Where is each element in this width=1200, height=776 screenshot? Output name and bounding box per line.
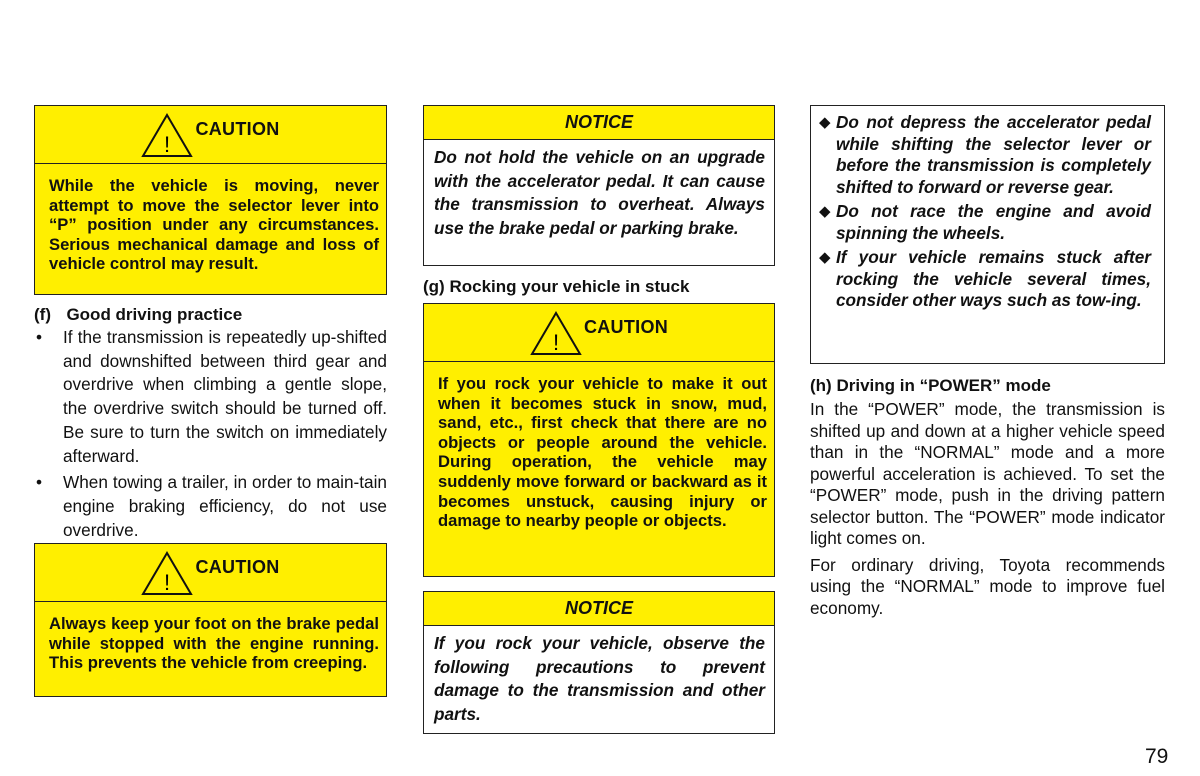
caution-header: [35, 106, 386, 164]
caution-text: While the vehicle is moving, never attempt to move the selector lever into “P” position under any circumstances. Serious mechanical damage and loss of vehicle control may result.: [49, 176, 379, 274]
list-item: ◆ Do not race the engine and avoid spinning the wheels.: [819, 201, 1151, 243]
warning-triangle-icon: [141, 550, 193, 596]
caution-box-rocking: [423, 303, 775, 577]
section-h: [810, 376, 1165, 619]
list-item: ◆ Do not depress the accelerator pedal while shifting the selector lever or before the transmission is completely shifted to forward or reverse gear.: [819, 112, 1151, 197]
section-f: [34, 305, 387, 542]
caution-box-brake-pedal: [34, 543, 387, 697]
list-item: ◆ If your vehicle remains stuck after rocking the vehicle several times, consider other ways such as tow-ing.: [819, 247, 1151, 310]
diamond-bullet-icon: ◆: [819, 114, 831, 131]
precautions-list: [811, 106, 1164, 319]
bullet-icon: •: [36, 327, 43, 347]
caution-header: [35, 544, 386, 602]
caution-text: If you rock your vehicle to make it out when it becomes stuck in snow, mud, sand, etc., first check that there are no objects or people around the vehicle. During operation, the vehicle may suddenly move forward or backward as it becomes unstuck, causing injury or damage to nearby people or objects.: [438, 374, 767, 531]
section-title: Good driving practice: [66, 305, 243, 324]
caution-box-selector-lever: [34, 105, 387, 295]
warning-triangle-icon: [530, 310, 582, 356]
left-column: [34, 105, 387, 673]
caution-text: Always keep your foot on the brake pedal while stopped with the engine running. This prevents the vehicle from creeping.: [49, 614, 379, 673]
section-title: Rocking your vehicle in stuck: [449, 277, 690, 296]
list-item: • When towing a trailer, in order to main-tain engine braking efficiency, do not use overdrive.: [36, 472, 387, 540]
diamond-bullet-icon: ◆: [819, 203, 831, 220]
list-item: • If the transmission is repeatedly up-shifted and downshifted between third gear and overdrive when climbing a gentle slope, the overdrive switch should be turned off. Be sure to turn the switch on immediately afterward.: [36, 327, 387, 466]
section-title: Driving in “POWER” mode: [836, 376, 1051, 395]
section-label: (h): [810, 376, 832, 395]
svg-text:!: !: [552, 329, 560, 355]
svg-text:!: !: [164, 131, 171, 157]
caution-title: CAUTION: [583, 317, 669, 337]
right-column: [810, 105, 1165, 619]
middle-column: [423, 105, 775, 724]
svg-text:!: !: [164, 569, 171, 595]
notice-text: Do not hold the vehicle on an upgrade with the accelerator pedal. It can cause the transmission to overheat. Always use the brake pedal or parking brake.: [434, 147, 765, 238]
section-g-heading: [423, 277, 775, 297]
caution-title: CAUTION: [195, 557, 280, 577]
notice-header: NOTICE: [424, 106, 774, 140]
section-label: (f): [34, 305, 51, 324]
bullet-list: [34, 326, 387, 542]
notice-header: NOTICE: [424, 592, 774, 626]
notice-box-rocking: [423, 591, 775, 734]
bullet-icon: •: [36, 472, 43, 493]
paragraph: In the “POWER” mode, the transmission is shifted up and down at a higher vehicle speed than in the “NORMAL” mode and a more powerful acceleration is achieved. To set the “POWER” mode, push in the driving pattern selector button. The “POWER” mode indicator light comes on.: [810, 399, 1165, 548]
caution-title: CAUTION: [195, 119, 280, 139]
notice-text: If you rock your vehicle, observe the following precautions to prevent damage to the transmission and other parts.: [434, 633, 765, 724]
caution-header: [424, 304, 774, 362]
page-number: 79: [1145, 745, 1169, 768]
section-f-heading: [34, 305, 387, 325]
precautions-box: [810, 105, 1165, 364]
diamond-bullet-icon: ◆: [819, 249, 831, 266]
warning-triangle-icon: [141, 112, 193, 158]
notice-box-upgrade: [423, 105, 775, 266]
section-h-heading: [810, 376, 1165, 396]
paragraph: For ordinary driving, Toyota recommends using the “NORMAL” mode to improve fuel economy.: [810, 554, 1165, 618]
section-label: (g): [423, 277, 445, 296]
